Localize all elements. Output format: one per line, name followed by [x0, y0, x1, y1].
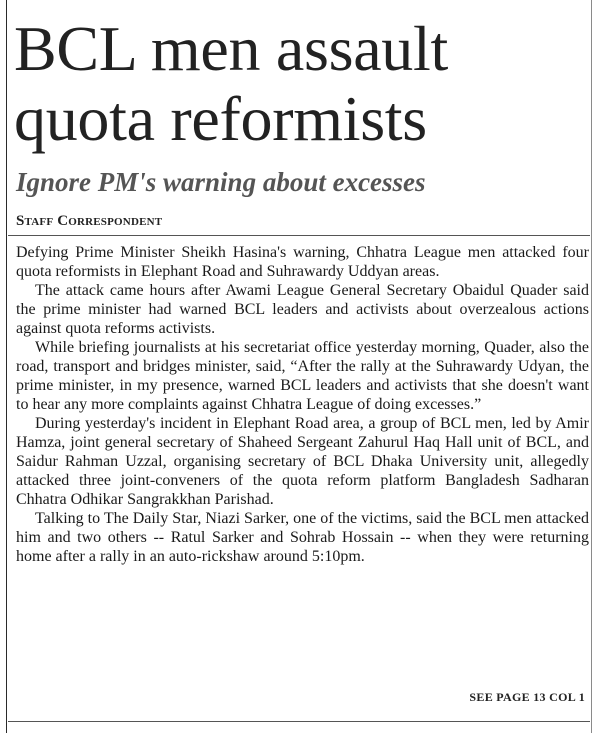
column-rule-right: [591, 0, 592, 733]
byline-divider: [8, 235, 590, 236]
byline: Staff Correspondent: [16, 213, 163, 229]
headline-line-1: BCL men assault: [14, 13, 448, 84]
paragraph-4: During yesterday's incident in Elephant Road area, a group of BCL men, led by Amir Hamza, joint general secretary of Shaheed Sergeant Zahurul Haq Hall unit of BCL, and Saidur Rahman Uzzal, organising secretary of BCL Dhaka University unit, allegedly attacked three joint-conveners of the quota reform platform Bangladesh Sadharan Chhatra Odhikar Sangrakkhan Parishad.: [16, 415, 589, 508]
paragraph-1: Defying Prime Minister Sheikh Hasina's warning, Chhatra League men attacked four quota reformists in Elephant Road and Suhrawardy Uddyan areas.: [16, 244, 589, 280]
paragraph-2: The attack came hours after Awami League General Secretary Obaidul Quader said the prime minister had warned BCL leaders and activists about overzealous actions against quota reforms activists.: [16, 282, 589, 337]
subheadline: Ignore PM's warning about excesses: [16, 167, 426, 197]
column-rule-left: [6, 0, 7, 733]
paragraph-3: While briefing journalists at his secretariat office yesterday morning, Quader, also the road, transport and bridges minister, said, “After the rally at the Suhrawardy Udyan, the prime minister, in my presence, warned BCL leaders and activists that she doesn't want to hear any more complaints against Chhatra League of doing excesses.”: [16, 339, 589, 413]
headline: [14, 14, 589, 154]
paragraph-5: Talking to The Daily Star, Niazi Sarker, one of the victims, said the BCL men attacked him and two others -- Ratul Sarker and Sohrab Hossain -- when they were returning home after a rally in an auto-rickshaw around 5:10pm.: [16, 510, 589, 565]
continued-on-page: SEE PAGE 13 COL 1: [469, 690, 585, 704]
article-body: [16, 243, 589, 566]
bottom-divider: [8, 721, 590, 722]
headline-line-2: quota reformists: [14, 83, 427, 154]
